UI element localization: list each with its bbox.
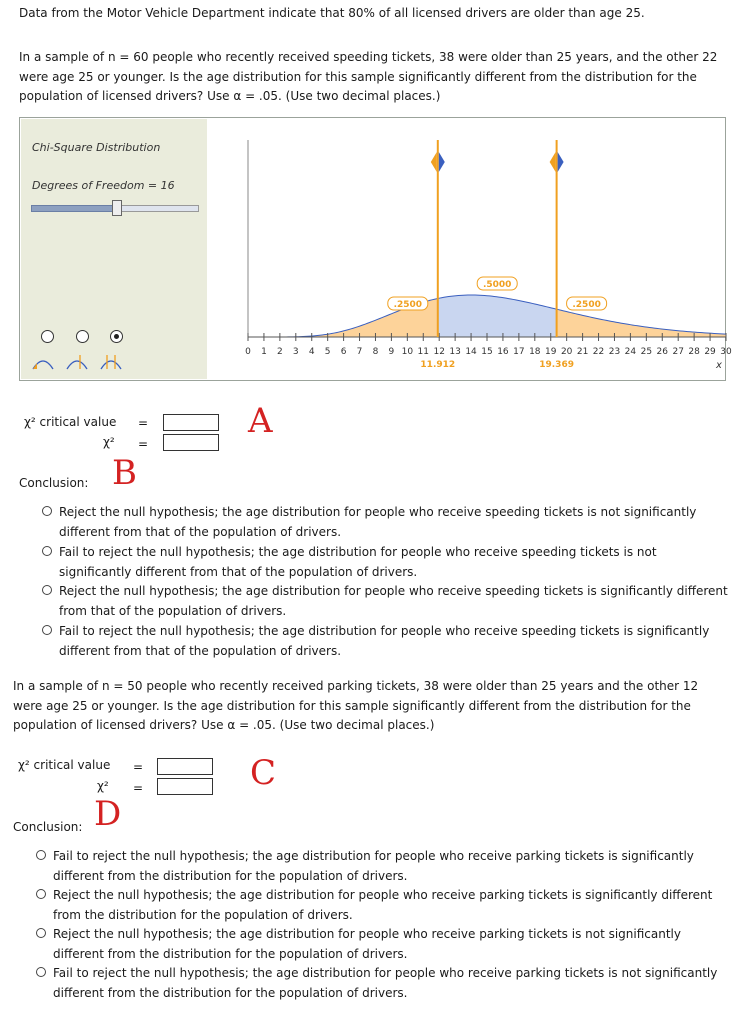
q1-option-1[interactable]: Reject the null hypothesis; the age distribution for people who receive speeding tickets is not significantly different from that of the population of drivers. <box>42 503 732 542</box>
x-tick-label: 24 <box>624 347 637 357</box>
x-tick-label: 15 <box>481 347 493 357</box>
q1-conclusion-label: Conclusion: <box>19 476 89 490</box>
cutoff-handle-right <box>439 152 445 172</box>
x-tick-label: 10 <box>401 347 414 357</box>
x-tick-label: 26 <box>656 347 668 357</box>
right-tail-icon <box>67 355 87 369</box>
cutoff-handle-left <box>431 152 437 172</box>
applet-title: Chi-Square Distribution <box>32 141 161 154</box>
left-tail-icon <box>33 361 53 369</box>
dof-slider-handle[interactable] <box>112 200 122 216</box>
q2-critical-label: χ² critical value <box>18 758 111 772</box>
radio-button[interactable] <box>42 546 52 556</box>
applet-control-panel <box>21 119 207 379</box>
x-tick-label: 21 <box>576 347 589 357</box>
annotation-d: D <box>94 794 122 834</box>
cutoff-handle-right <box>558 152 564 172</box>
x-tick-label: 25 <box>640 347 653 357</box>
radio-button[interactable] <box>42 585 52 595</box>
x-tick-label: 7 <box>356 347 363 357</box>
x-tick-label: 30 <box>720 347 732 357</box>
q2-option-4[interactable]: Fail to reject the null hypothesis; the age distribution for people who receive parking tickets is not significantly different from the distribution for the population of drivers. <box>36 964 731 1003</box>
x-tick-label: 5 <box>324 347 331 357</box>
q2-critical-value-input[interactable] <box>157 758 213 775</box>
annotation-c: C <box>250 753 277 793</box>
cutoff-value-label: 19.369 <box>539 360 574 370</box>
x-tick-label: 18 <box>529 347 541 357</box>
region-area-label: .5000 <box>482 280 512 290</box>
q1-critical-value-input[interactable] <box>163 414 219 431</box>
chi-square-applet <box>19 117 732 381</box>
q2-chi-equals: = <box>133 781 144 795</box>
q1-option-4[interactable]: Fail to reject the null hypothesis; the age distribution for people who receive speeding tickets is significantly different from that of the population of drivers. <box>42 622 732 661</box>
x-tick-label: 1 <box>261 347 267 357</box>
x-tick-label: 3 <box>292 347 299 357</box>
q1-chi-label: χ² <box>103 435 115 449</box>
x-tick-label: 29 <box>704 347 716 357</box>
x-tick-label: 4 <box>308 347 315 357</box>
tail-radio-right[interactable] <box>76 330 89 343</box>
dof-slider-fill <box>31 205 115 212</box>
cutoff-value-label: 11.912 <box>420 360 456 370</box>
q2-chi-label: χ² <box>97 779 109 793</box>
x-tick-label: 22 <box>592 347 605 357</box>
chi-square-chart <box>208 118 732 380</box>
center-region <box>438 295 557 337</box>
tail-radio-left[interactable] <box>41 330 54 343</box>
radio-button[interactable] <box>36 967 46 977</box>
tail-radio-two[interactable] <box>110 330 123 343</box>
x-tick-label: 27 <box>672 347 684 357</box>
degrees-of-freedom-label: Degrees of Freedom = 16 <box>32 179 175 192</box>
region-area-label: .2500 <box>572 300 601 310</box>
q2-critical-equals: = <box>133 760 144 774</box>
q2-chi-square-input[interactable] <box>157 778 213 795</box>
x-tick-label: 0 <box>245 347 251 357</box>
q1-chi-equals: = <box>138 437 149 451</box>
annotation-a: A <box>248 401 273 441</box>
q2-option-1[interactable]: Fail to reject the null hypothesis; the age distribution for people who receive parking tickets is significantly different from the distribution for the population of drivers. <box>36 847 731 886</box>
q1-chi-square-input[interactable] <box>163 434 219 451</box>
q2-option-2[interactable]: Reject the null hypothesis; the age distribution for people who receive parking tickets is significantly different from the distribution for the population of drivers. <box>36 886 731 925</box>
question-1-text: In a sample of n = 60 people who recently received speeding tickets, 38 were older than 25 years, and the other 22 were age 25 or younger. Is the age distribution for this sample significantly different from the distribution for the population of licensed drivers? Use α = .05. (Use two decimal places.) <box>19 50 718 103</box>
q2-option-3[interactable]: Reject the null hypothesis; the age distribution for people who receive parking tickets is not significantly different from the distribution for the population of drivers. <box>36 925 731 964</box>
annotation-b: B <box>112 453 137 493</box>
tail-type-icons <box>31 351 141 373</box>
x-tick-label: 13 <box>449 347 461 357</box>
q2-conclusion-label: Conclusion: <box>13 820 83 834</box>
q1-critical-equals: = <box>138 416 149 430</box>
cutoff-handle-left <box>550 152 556 172</box>
region-area-label: .2500 <box>393 300 423 310</box>
radio-button[interactable] <box>36 850 46 860</box>
x-tick-label: 9 <box>388 347 395 357</box>
radio-button[interactable] <box>36 889 46 899</box>
x-tick-label: 6 <box>340 347 347 357</box>
x-tick-label: 2 <box>276 347 283 357</box>
q1-option-3[interactable]: Reject the null hypothesis; the age distribution for people who receive speeding tickets is significantly different from that of the population of drivers. <box>42 582 732 621</box>
x-tick-label: 12 <box>433 347 445 357</box>
x-tick-label: 19 <box>545 347 557 357</box>
radio-button[interactable] <box>36 928 46 938</box>
q1-option-2[interactable]: Fail to reject the null hypothesis; the age distribution for people who receive speeding tickets is not significantly different from that of the population of drivers. <box>42 543 732 582</box>
radio-button[interactable] <box>42 506 52 516</box>
x-tick-label: 20 <box>560 347 573 357</box>
x-tick-label: 16 <box>497 347 509 357</box>
x-tick-label: 8 <box>372 347 379 357</box>
x-tick-label: 28 <box>688 347 700 357</box>
question-2-text: In a sample of n = 50 people who recently received parking tickets, 38 were older than 25 years and the other 12 were age 25 or younger. Is the age distribution for this sample significantly different from the distribution for the population of licensed drivers? Use α = .05. (Use two decimal places.) <box>13 679 699 732</box>
x-tick-label: 14 <box>465 347 477 357</box>
x-tick-label: 17 <box>513 347 525 357</box>
x-tick-label: 11 <box>417 347 429 357</box>
x-tick-label: 23 <box>608 347 621 357</box>
q1-critical-label: χ² critical value <box>24 415 117 429</box>
intro-text: Data from the Motor Vehicle Department indicate that 80% of all licensed drivers are older than age 25. <box>19 6 645 20</box>
x-axis-label: x <box>716 360 722 371</box>
radio-button[interactable] <box>42 625 52 635</box>
two-tail-icon <box>101 355 121 369</box>
